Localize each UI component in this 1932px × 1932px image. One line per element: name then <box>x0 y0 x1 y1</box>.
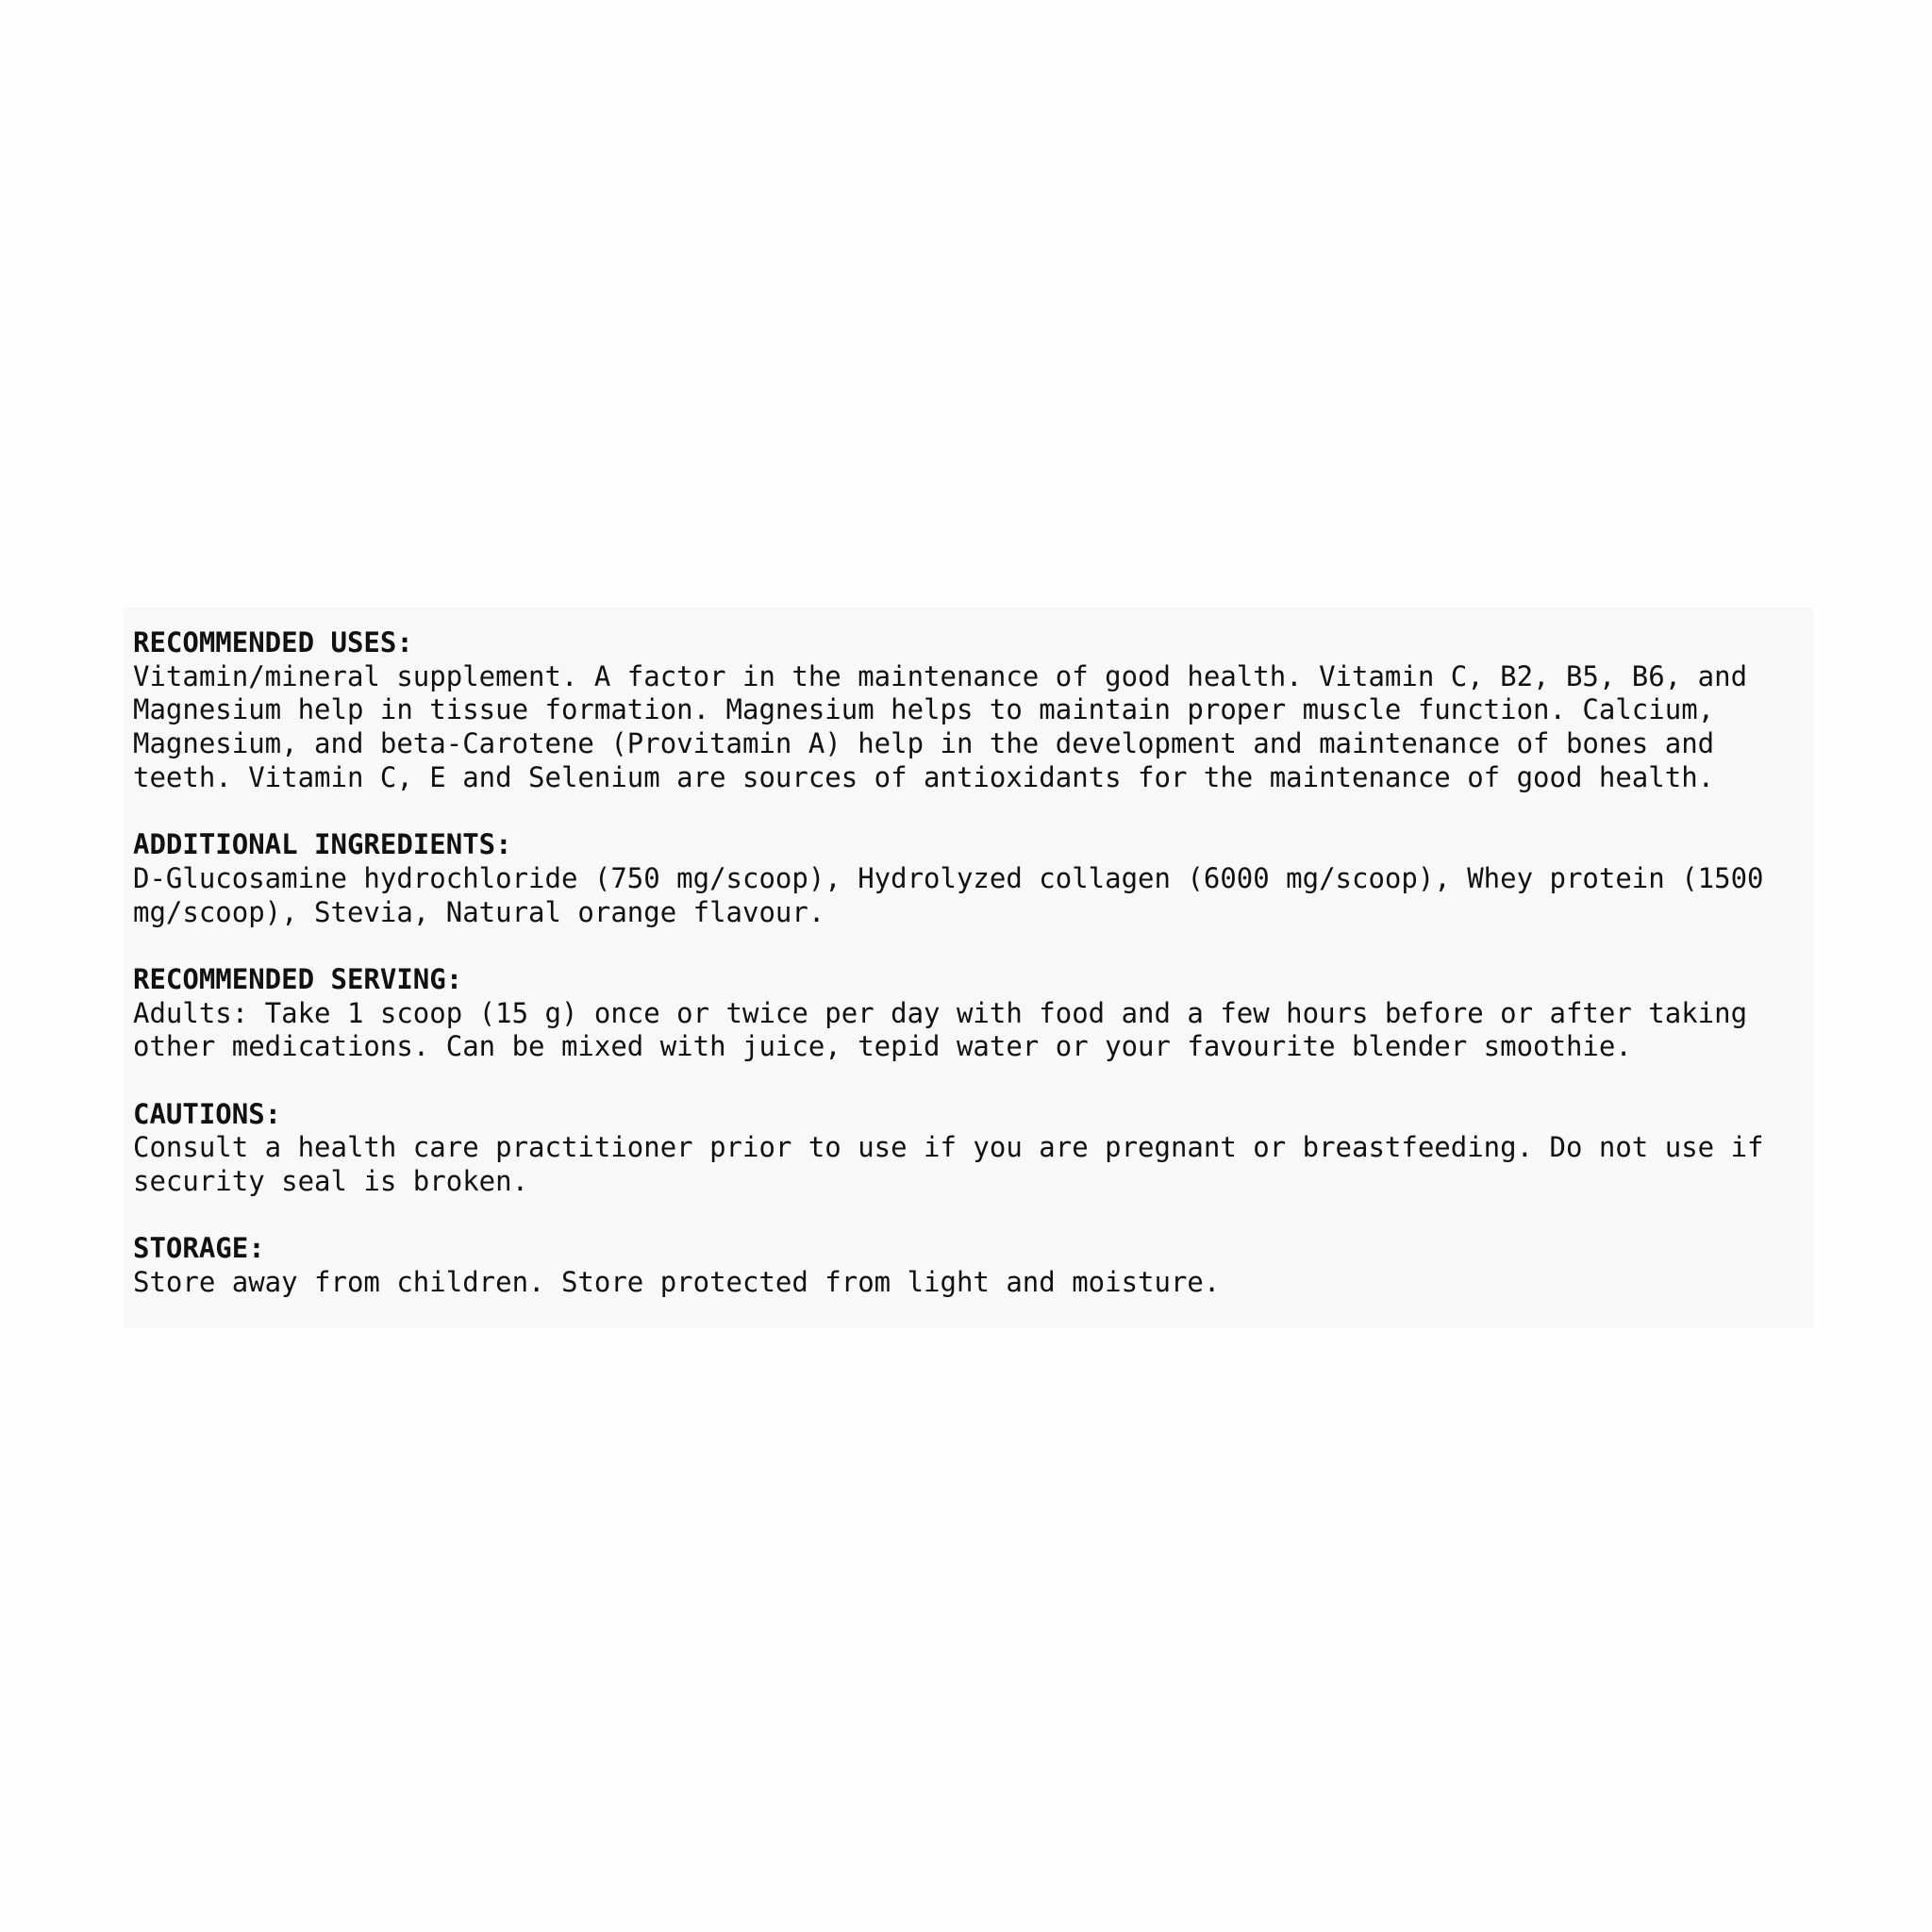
body-line: Consult a health care practitioner prior to use if you are pregnant or breastfeeding. Do not use if <box>133 1131 1764 1164</box>
section-heading: CAUTIONS: <box>133 1097 282 1130</box>
section-spacer <box>133 1064 1813 1098</box>
body-line: other medications. Can be mixed with juice, tepid water or your favourite blender smoothie. <box>133 1030 1632 1063</box>
body-line: D-Glucosamine hydrochloride (750 mg/scoop), Hydrolyzed collagen (6000 mg/scoop), Whey protein (1500 <box>133 861 1764 894</box>
section-recommended-uses <box>133 626 1813 794</box>
section-spacer <box>133 929 1813 963</box>
section-spacer <box>133 794 1813 828</box>
product-info-panel <box>123 608 1813 1328</box>
section-additional-ingredients <box>133 828 1813 929</box>
section-storage <box>133 1232 1813 1299</box>
section-heading: RECOMMENDED SERVING: <box>133 962 463 995</box>
body-line: mg/scoop), Stevia, Natural orange flavour. <box>133 895 825 928</box>
section-recommended-serving <box>133 963 1813 1064</box>
section-heading: ADDITIONAL INGREDIENTS: <box>133 828 512 861</box>
body-line: Store away from children. Store protected from light and moisture. <box>133 1266 1221 1299</box>
section-spacer <box>133 1199 1813 1233</box>
section-cautions <box>133 1098 1813 1199</box>
body-line: Vitamin/mineral supplement. A factor in the maintenance of good health. Vitamin C, B2, B5, B6, and <box>133 659 1748 692</box>
body-line: Magnesium, and beta-Carotene (Provitamin A) help in the development and maintenance of bones and <box>133 727 1715 760</box>
body-line: teeth. Vitamin C, E and Selenium are sources of antioxidants for the maintenance of good health. <box>133 760 1715 793</box>
section-heading: STORAGE: <box>133 1232 265 1265</box>
body-line: security seal is broken. <box>133 1165 529 1197</box>
body-line: Adults: Take 1 scoop (15 g) once or twice per day with food and a few hours before or after taking <box>133 996 1748 1029</box>
body-line: Magnesium help in tissue formation. Magnesium helps to maintain proper muscle function. Calcium, <box>133 693 1715 726</box>
section-heading: RECOMMENDED USES: <box>133 626 413 658</box>
